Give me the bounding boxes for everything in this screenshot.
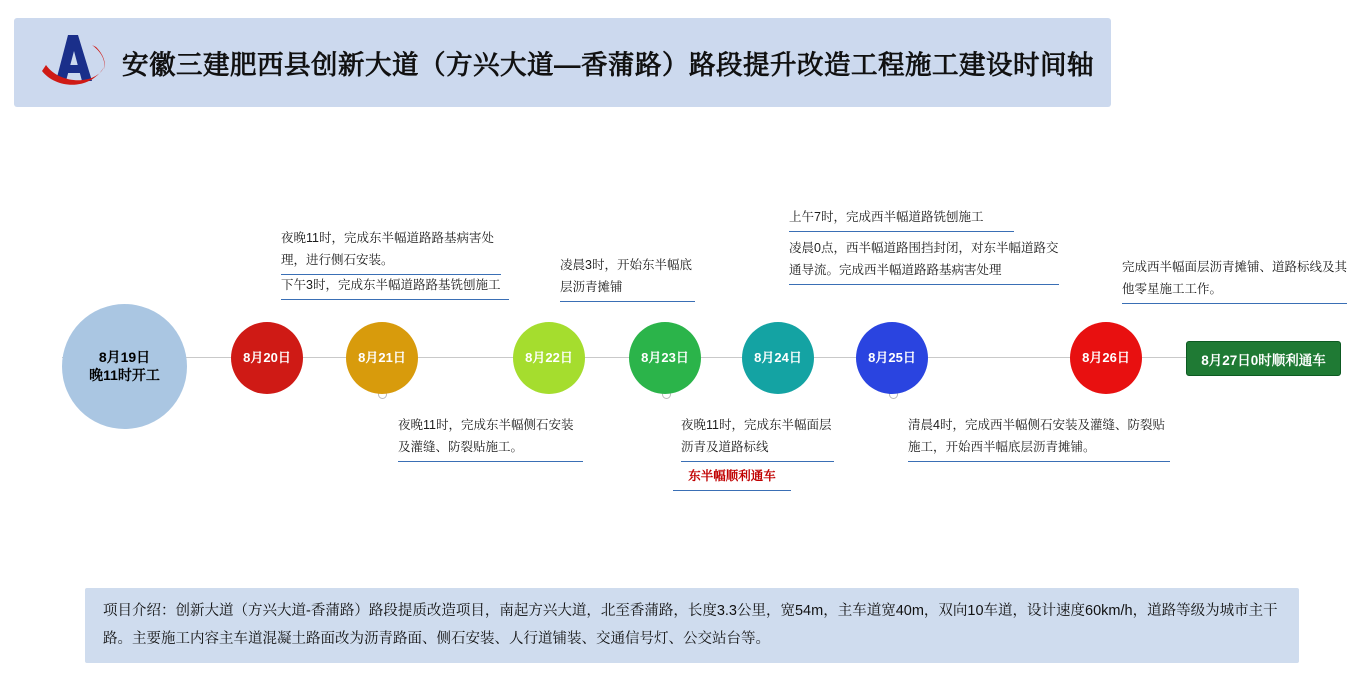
timeline-node[interactable] bbox=[629, 322, 701, 394]
final-milestone-badge: 8月27日0时顺利通车 bbox=[1186, 341, 1341, 376]
project-description-text: 项目介绍：创新大道（方兴大道-香蒲路）路段提质改造项目，南起方兴大道，北至香蒲路，长度3.3公里，宽54m，主车道宽40m，双向10车道，设计速度60km/h，道路等级为城市主干路。主要施工内容主车道混凝土路面改为沥青路面、侧石安装、人行道铺装、交通信号灯、公交站台等。 bbox=[103, 602, 1278, 647]
page-header bbox=[14, 18, 1111, 107]
timeline-node[interactable] bbox=[856, 322, 928, 394]
timeline-note-highlight: 东半幅顺利通车 bbox=[673, 466, 791, 491]
timeline-note: 上午7时，完成西半幅道路铣刨施工 bbox=[789, 207, 1014, 232]
timeline-note: 清晨4时，完成西半幅侧石安装及灌缝、防裂贴施工，开始西半幅底层沥青摊铺。 bbox=[908, 415, 1170, 462]
timeline-node[interactable] bbox=[231, 322, 303, 394]
timeline-node-label: 8月23日 bbox=[641, 349, 689, 365]
timeline-node[interactable] bbox=[513, 322, 585, 394]
page-title: 安徽三建肥西县创新大道（方兴大道—香蒲路）路段提升改造工程施工建设时间轴 bbox=[122, 50, 1094, 80]
timeline-node[interactable] bbox=[62, 304, 187, 429]
timeline-node[interactable] bbox=[742, 322, 814, 394]
timeline-node-label: 8月22日 bbox=[525, 349, 573, 365]
timeline-note: 夜晚11时，完成东半幅侧石安装及灌缝、防裂贴施工。 bbox=[398, 415, 583, 462]
timeline-note: 凌晨3时，开始东半幅底层沥青摊铺 bbox=[560, 255, 695, 302]
timeline-node[interactable] bbox=[1070, 322, 1142, 394]
timeline-node[interactable] bbox=[346, 322, 418, 394]
timeline-node-label: 8月26日 bbox=[1082, 349, 1130, 365]
timeline-note: 夜晚11时，完成东半幅道路路基病害处理，进行侧石安装。 bbox=[281, 228, 501, 275]
timeline-node-label: 8月20日 bbox=[243, 349, 291, 365]
timeline-note: 夜晚11时，完成东半幅面层沥青及道路标线 bbox=[681, 415, 834, 462]
project-description-panel bbox=[85, 588, 1299, 663]
timeline-note: 完成西半幅面层沥青摊铺、道路标线及其他零星施工工作。 bbox=[1122, 257, 1347, 304]
company-logo-icon bbox=[38, 27, 108, 99]
timeline-note: 凌晨0点，西半幅道路围挡封闭，对东半幅道路交通导流。完成西半幅道路路基病害处理 bbox=[789, 238, 1059, 285]
timeline-node-label: 8月21日 bbox=[358, 349, 406, 365]
timeline-node-label: 8月25日 bbox=[868, 349, 916, 365]
timeline-node-label: 8月24日 bbox=[754, 349, 802, 365]
timeline-node-label: 8月19日 晚11时开工 bbox=[89, 349, 160, 383]
timeline-note: 下午3时，完成东半幅道路路基铣刨施工 bbox=[281, 275, 509, 300]
